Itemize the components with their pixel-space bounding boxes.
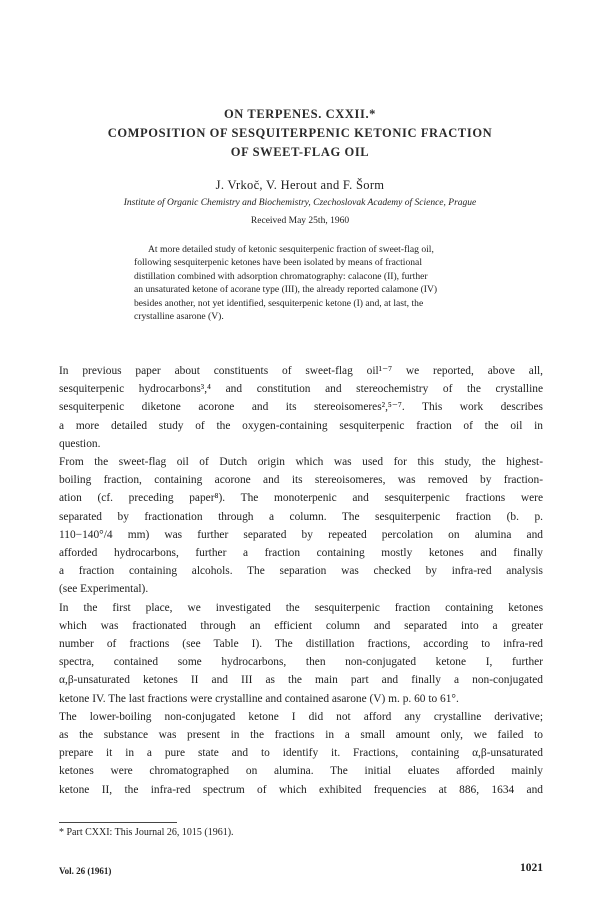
footnote-divider (59, 822, 177, 823)
body-line: ketones were chromatographed on alumina. The initial eluates afforded mainly (59, 765, 543, 778)
body-line: separated by fractionation through a column. The sesquiterpenic fraction (b. p. (59, 510, 543, 523)
body-text (59, 362, 543, 799)
footnote: * Part CXXI: This Journal 26, 1015 (1961). (59, 827, 234, 838)
body-line: number of fractions (see Table I). The distillation fractions, according to infra-red (59, 638, 543, 651)
body-line: ation (cf. preceding paper⁸). The monoterpenic and sesquiterpenic fractions were (59, 492, 543, 505)
body-line: boiling fraction, containing acorone and its stereoisomeres, was removed by fraction- (59, 474, 543, 487)
body-line: sesquiterpenic hydrocarbons³,⁴ and constitution and stereochemistry of the crystalline (59, 383, 543, 396)
body-line: a more detailed study of the oxygen-containing sesquiterpenic fraction of the oil in (59, 419, 543, 432)
article-title-line-2: OF SWEET-FLAG OIL (230, 145, 370, 159)
body-line: ketone II, the infra-red spectrum of which exhibited frequencies at 886, 1634 and (59, 783, 543, 796)
abstract-line: distillation combined with adsorption chromatography: calacone (II), further (134, 270, 428, 282)
body-line: a fraction containing alcohols. The separation was checked by infra-red analysis (59, 565, 543, 578)
body-line: (see Experimental). (59, 583, 149, 596)
body-line: spectra, contained some hydrocarbons, then non-conjugated ketone I, further (59, 656, 543, 669)
authors: J. Vrkoč, V. Herout and F. Šorm (215, 178, 385, 192)
body-line: prepare it in a pure state and to identify it. Fractions, containing α,β-unsaturated (59, 747, 543, 760)
body-line: question. (59, 437, 101, 450)
received-date: Received May 25th, 1960 (250, 216, 350, 226)
page-number: 1021 (520, 862, 543, 874)
body-line: From the sweet-flag oil of Dutch origin which was used for this study, the highest- (59, 456, 543, 469)
body-line: as the substance was present in the fractions in a small amount only, we failed to (59, 729, 543, 742)
body-line: ketone IV. The last fractions were crystalline and contained asarone (V) m. p. 60 to 61°. (59, 692, 459, 705)
body-line: afforded hydrocarbons, further a fraction containing mostly ketones and finally (59, 547, 543, 560)
body-line: In previous paper about constituents of sweet-flag oil¹⁻⁷ we reported, above all, (59, 365, 543, 377)
body-line: which was fractionated through an efficient column and separated into a greater (59, 619, 543, 632)
abstract-line: an unsaturated ketone of acorane type (III), the already reported calamone (IV) (134, 284, 438, 296)
abstract-line: besides another, not yet identified, sesquiterpenic ketone (I) and, at last, the (134, 297, 424, 309)
journal-volume: Vol. 26 (1961) (59, 866, 112, 876)
body-line: The lower-boiling non-conjugated ketone I did not afford any crystalline derivative; (59, 710, 543, 723)
body-line: In the first place, we investigated the sesquiterpenic fraction containing ketones (59, 601, 543, 614)
abstract-line: At more detailed study of ketonic sesquiterpenic fraction of sweet-flag oil, (148, 244, 434, 255)
affiliation: Institute of Organic Chemistry and Biochemistry, Czechoslovak Academy of Science, Prague (123, 198, 477, 208)
body-line: 110−140°/4 mm) was further separated by repeated percolation on alumina and (59, 528, 543, 541)
article-series-title: ON TERPENES. CXXII.* (223, 107, 377, 121)
abstract-line: crystalline asarone (V). (134, 311, 224, 323)
abstract-line: following sesquiterpenic ketones have been isolated by means of fractional (134, 257, 422, 269)
abstract (134, 243, 512, 323)
body-line: α,β-unsaturated ketones II and III as the main part and finally a non-conjugated (59, 674, 543, 687)
article-title-line-1: COMPOSITION OF SESQUITERPENIC KETONIC FRACTION (107, 126, 493, 140)
body-line: sesquiterpenic diketone acorone and its stereoisomeres²,⁵⁻⁷. This work describes (59, 401, 543, 414)
